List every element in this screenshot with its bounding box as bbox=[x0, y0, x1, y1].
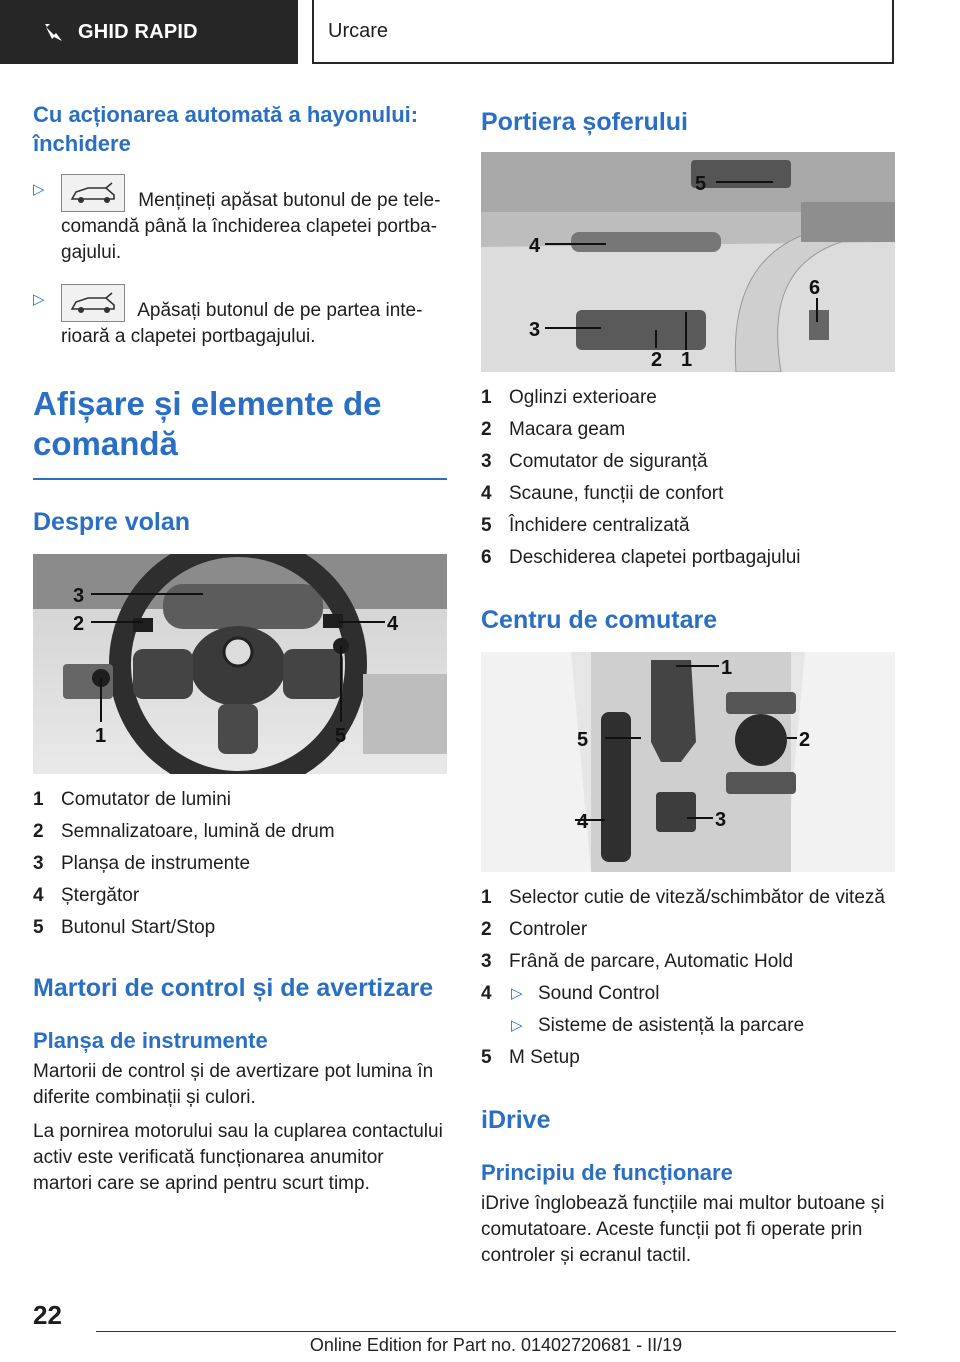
left-column bbox=[33, 96, 447, 1197]
steering-wheel-photo bbox=[33, 554, 447, 774]
list-item: 1 Oglinzi exterioare bbox=[481, 387, 657, 408]
list-item: 3 Comutator de siguranță bbox=[481, 451, 708, 472]
idrive-paragraph: iDrive înglobează funcțiile mai multor butoane și comutatoare. Aceste funcții pot fi operate prin controler și ecranul tactil. bbox=[481, 1193, 885, 1266]
callout-label: 6 bbox=[809, 277, 821, 299]
triangle-bullet-icon: ▷ bbox=[33, 291, 45, 308]
indicators-paragraph-2: La pornirea motorului sau la cuplarea contactului activ este verificată funcționarea anumitor martori care se aprind pentru scurt timp. bbox=[33, 1121, 443, 1194]
console-heading: Centru de comutare bbox=[481, 606, 718, 634]
indicators-paragraph-1: Martorii de control și de avertizare pot lumina în diferite combinații și culori. bbox=[33, 1061, 434, 1108]
list-item: 2 Semnalizatoare, lumină de drum bbox=[33, 821, 335, 842]
callout-label: 5 bbox=[577, 729, 589, 751]
tailgate-close-icon bbox=[61, 174, 125, 212]
tailgate-bullet-remote-text: Mențineți apăsat butonul de pe telecomandă până la închiderea clapetei portbagajului. bbox=[61, 190, 441, 263]
list-item: 1 Selector cutie de viteză/schimbător de viteză bbox=[481, 887, 885, 908]
right-column bbox=[481, 96, 895, 1269]
callout-label: 3 bbox=[73, 585, 85, 607]
list-item: 5 Închidere centralizată bbox=[481, 515, 690, 536]
list-item: 6 Deschiderea clapetei portbagajului bbox=[481, 547, 801, 568]
list-item: 2 Controler bbox=[481, 919, 588, 940]
idrive-subheading: Principiu de funcționare bbox=[481, 1160, 733, 1185]
callout-label: 4 bbox=[387, 613, 399, 635]
section-tab[interactable] bbox=[0, 0, 298, 64]
section-divider bbox=[33, 478, 447, 480]
list-item: 4 ▷ Sound Control bbox=[481, 978, 895, 1010]
callout-label: 2 bbox=[651, 349, 663, 371]
list-item: 4 Ștergător bbox=[33, 885, 140, 906]
callout-label: 5 bbox=[695, 173, 707, 195]
callout-label: 4 bbox=[577, 811, 589, 833]
subsection-label: Urcare bbox=[328, 19, 389, 42]
controls-heading: Afișare și elemente de comandă bbox=[33, 385, 382, 462]
center-console-photo bbox=[481, 652, 895, 872]
list-item: ▷ Sisteme de asistență la parcare bbox=[481, 1010, 895, 1042]
section-tab-label: GHID RAPID bbox=[78, 20, 198, 43]
steering-legend bbox=[33, 784, 447, 944]
indicators-subheading: Planșa de instrumente bbox=[33, 1028, 268, 1053]
list-item: 5 Butonul Start/Stop bbox=[33, 917, 216, 938]
tailgate-bullet-inside bbox=[33, 284, 447, 350]
callout-label: 2 bbox=[799, 729, 811, 751]
edition-footer: Online Edition for Part no. 01402720681 - II/19 bbox=[309, 1335, 683, 1355]
callout-label: 3 bbox=[529, 319, 541, 341]
callout-label: 5 bbox=[335, 725, 347, 747]
tailgate-bullet-remote bbox=[33, 174, 447, 266]
list-item: 1 Comutator de lumini bbox=[33, 789, 232, 810]
callout-label: 1 bbox=[721, 657, 733, 679]
steering-heading: Despre volan bbox=[33, 508, 191, 536]
triangle-bullet-icon: ▷ bbox=[33, 181, 45, 198]
console-legend bbox=[481, 882, 895, 1074]
list-item: 2 Macara geam bbox=[481, 419, 626, 440]
tailgate-heading: Cu acționarea automată a hayonului: închidere bbox=[33, 102, 419, 156]
triangle-bullet-icon: ▷ bbox=[511, 1017, 523, 1034]
door-legend bbox=[481, 382, 895, 574]
callout-label: 1 bbox=[95, 725, 107, 747]
page-number: 22 bbox=[33, 1300, 62, 1330]
tailgate-close-icon bbox=[61, 284, 125, 322]
door-heading: Portiera șoferului bbox=[481, 108, 688, 136]
list-item: 4 Scaune, funcții de confort bbox=[481, 483, 724, 504]
callout-label: 2 bbox=[73, 613, 85, 635]
subsection-header bbox=[312, 0, 894, 64]
tailgate-bullet-inside-text: Apăsați butonul de pe partea interioară a clapetei portbagajului. bbox=[61, 300, 423, 347]
callout-label: 3 bbox=[715, 809, 727, 831]
list-item: 5 M Setup bbox=[481, 1047, 580, 1068]
list-item: 3 Planșa de instrumente bbox=[33, 853, 251, 874]
list-item: 3 Frână de parcare, Automatic Hold bbox=[481, 951, 794, 972]
driver-door-photo bbox=[481, 152, 895, 372]
callout-label: 4 bbox=[529, 235, 541, 257]
triangle-bullet-icon: ▷ bbox=[511, 985, 523, 1002]
idrive-heading: iDrive bbox=[481, 1106, 551, 1134]
footer-divider bbox=[96, 1331, 896, 1332]
callout-label: 1 bbox=[681, 349, 693, 371]
quick-guide-icon bbox=[42, 21, 64, 43]
indicators-heading: Martori de control și de avertizare bbox=[33, 974, 434, 1002]
